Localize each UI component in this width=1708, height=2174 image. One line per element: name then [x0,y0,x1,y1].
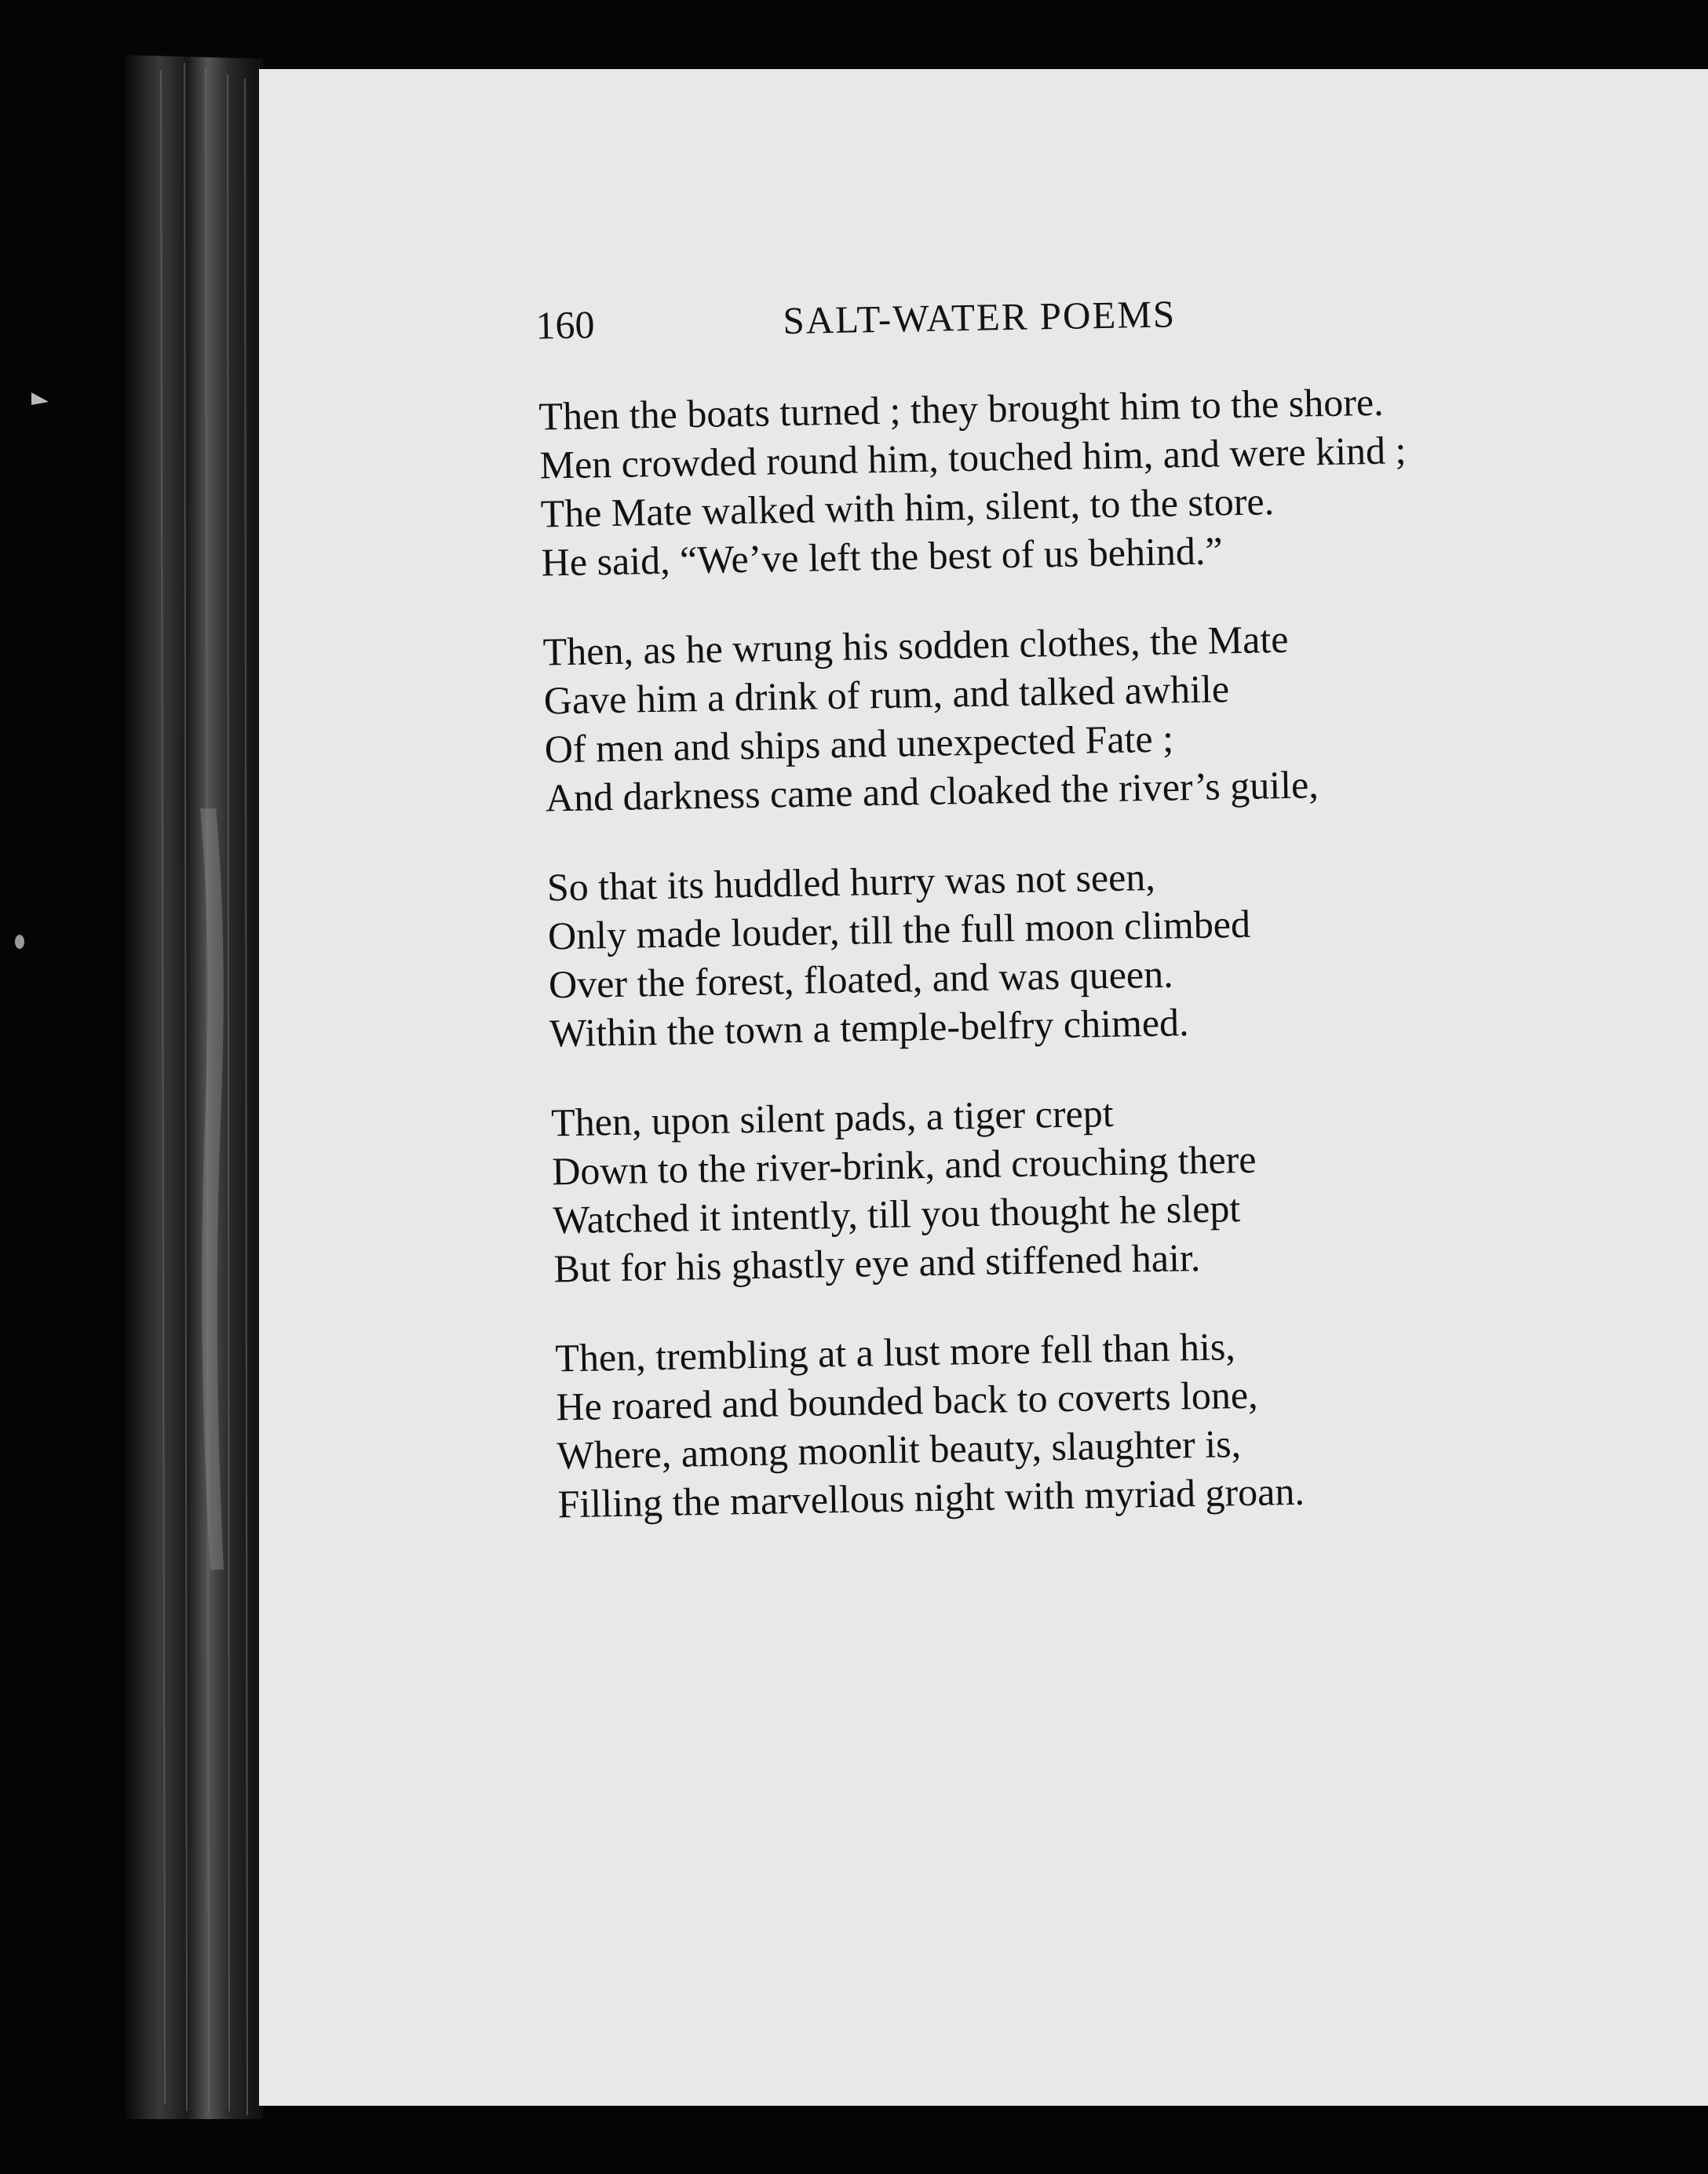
verse-line: He said, “We’ve left the best of us behind.” [541,528,1223,585]
stanza-5 [555,1316,1578,1529]
verse-line: And darkness came and cloaked the river’s guile, [545,762,1319,820]
verse-line: Then the boats turned ; they brought him to the shore. [538,379,1384,439]
verse-line: So that its huddled hurry was not seen, [546,854,1156,910]
stanza-2 [542,610,1566,823]
verse-line: Then, as he wrung his sodden clothes, the Mate [542,616,1289,674]
verse-line: Watched it intently, till you thought he slept [552,1186,1241,1242]
running-header [535,286,1478,358]
verse-line: Only made louder, till the full moon climbed [547,901,1251,958]
page-number: 160 [535,302,595,348]
verse-line: Where, among moonlit beauty, slaughter is, [557,1421,1242,1478]
stanza-4 [551,1081,1575,1293]
stanza-1 [538,374,1562,587]
verse-line: Within the town a temple-belfry chimed. [549,1000,1189,1056]
verse-line: Gave him a drink of rum, and talked awhile [543,666,1230,723]
verse-line: He roared and bounded back to coverts lone, [556,1372,1258,1429]
verse-line: Men crowded round him, touched him, and were kind ; [539,428,1407,487]
running-title: SALT-WATER POEMS [782,292,1177,343]
stanza-3 [546,845,1570,1058]
verse-line: Down to the river-brink, and crouching there [551,1136,1257,1194]
verse-line: Filling the marvellous night with myriad groan. [557,1468,1305,1527]
verse-line: Of men and ships and unexpected Fate ; [544,716,1174,771]
verse-line: Then, trembling at a lust more fell than his, [554,1324,1236,1381]
verse-line: Over the forest, floated, and was queen. [548,951,1174,1007]
verse-line: The Mate walked with him, silent, to the store. [540,479,1275,536]
verse-line: Then, upon silent pads, a tiger crept [550,1090,1115,1145]
verse-line: But for his ghastly eye and stiffened hair. [553,1235,1201,1291]
